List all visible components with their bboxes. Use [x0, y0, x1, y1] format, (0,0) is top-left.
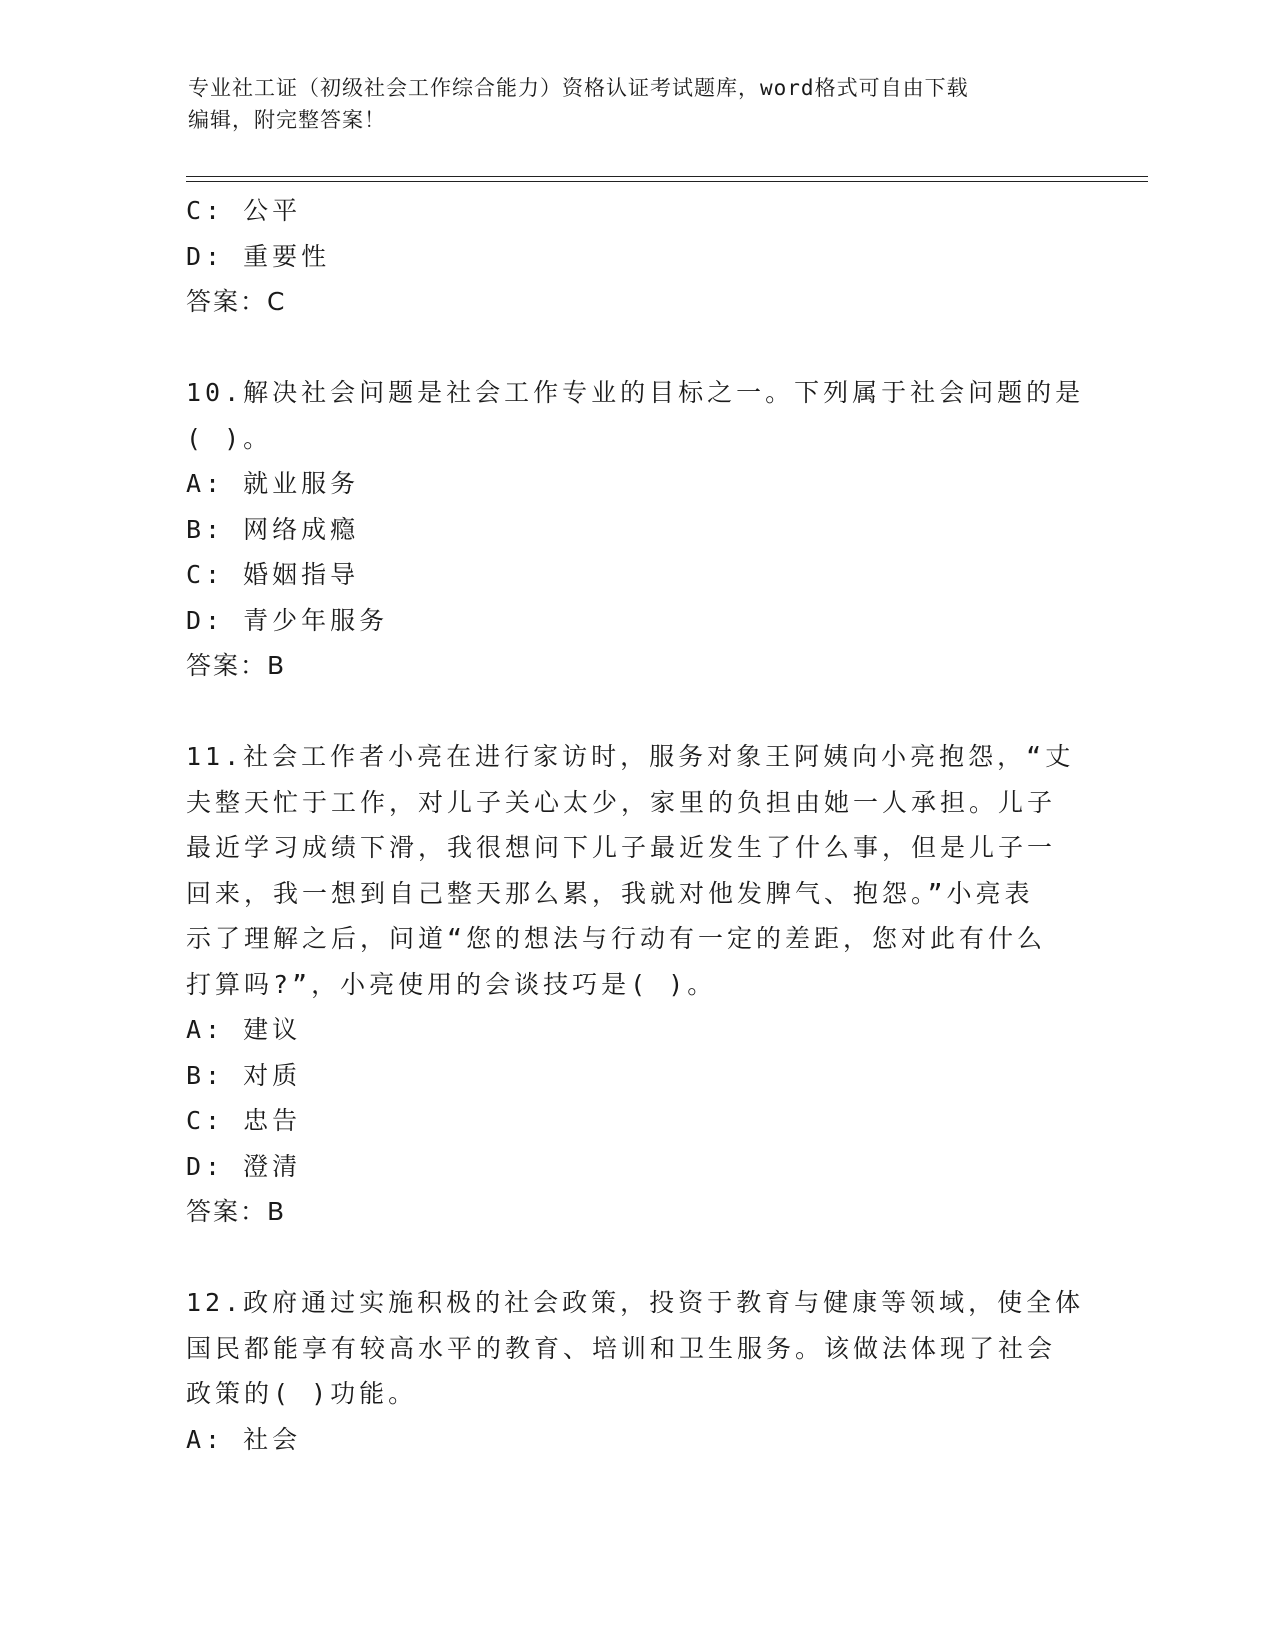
spacer	[186, 325, 1086, 371]
q11-stem-line: 最近学习成绩下滑，我很想问下儿子最近发生了什么事，但是儿子一	[186, 833, 1057, 862]
q11-option-c: C: 忠告	[186, 1106, 302, 1135]
q10-answer: 答案：B	[186, 651, 287, 680]
q10-stem	[186, 370, 1086, 461]
q11-option-d: D: 澄清	[186, 1151, 302, 1181]
q10-stem-line: ( )。	[186, 423, 273, 453]
header-line-2: 编辑，附完整答案！	[188, 108, 386, 132]
document-header	[188, 72, 1068, 136]
header-divider	[186, 176, 1148, 182]
q11-option-a: A: 建议	[186, 1015, 302, 1044]
q10-option-b: B: 网络成瘾	[186, 514, 360, 544]
q11-stem-line: 11.社会工作者小亮在进行家访时，服务对象王阿姨向小亮抱怨，“丈	[186, 742, 1075, 771]
q11-stem-line: 夫整天忙于工作，对儿子关心太少，家里的负担由她一人承担。儿子	[186, 787, 1057, 817]
q10-option-d: D: 青少年服务	[186, 605, 389, 635]
q9-option-d: D: 重要性	[186, 241, 331, 271]
q12-stem-line: 政策的( )功能。	[186, 1379, 418, 1408]
q12-stem-line: 12.政府通过实施积极的社会政策，投资于教育与健康等领域，使全体	[186, 1288, 1085, 1317]
q10-option-a: A: 就业服务	[186, 469, 360, 498]
q11-stem-line: 回来，我一想到自己整天那么累，我就对他发脾气、抱怨。”小亮表	[186, 878, 1034, 908]
spacer	[186, 1235, 1086, 1281]
q11-option-b: B: 对质	[186, 1060, 302, 1090]
q9-answer: 答案：C	[186, 287, 287, 316]
q11-stem	[186, 734, 1086, 1007]
q9-option-c: C: 公平	[186, 196, 302, 225]
q11-stem-line: 示了理解之后，问道“您的想法与行动有一定的差距，您对此有什么	[186, 924, 1047, 953]
q11-answer: 答案：B	[186, 1197, 287, 1226]
q10-option-c: C: 婚姻指导	[186, 560, 360, 589]
q10-stem-line: 10.解决社会问题是社会工作专业的目标之一。下列属于社会问题的是	[186, 378, 1085, 407]
question-content	[186, 188, 1086, 1462]
spacer	[186, 689, 1086, 735]
q12-stem-line: 国民都能享有较高水平的教育、培训和卫生服务。该做法体现了社会	[186, 1333, 1057, 1363]
header-line-1: 专业社工证（初级社会工作综合能力）资格认证考试题库，word格式可自由下载	[188, 76, 969, 100]
q12-option-a: A: 社会	[186, 1424, 302, 1454]
q11-stem-line: 打算吗?”，小亮使用的会谈技巧是( )。	[186, 969, 717, 999]
q12-stem	[186, 1280, 1086, 1417]
